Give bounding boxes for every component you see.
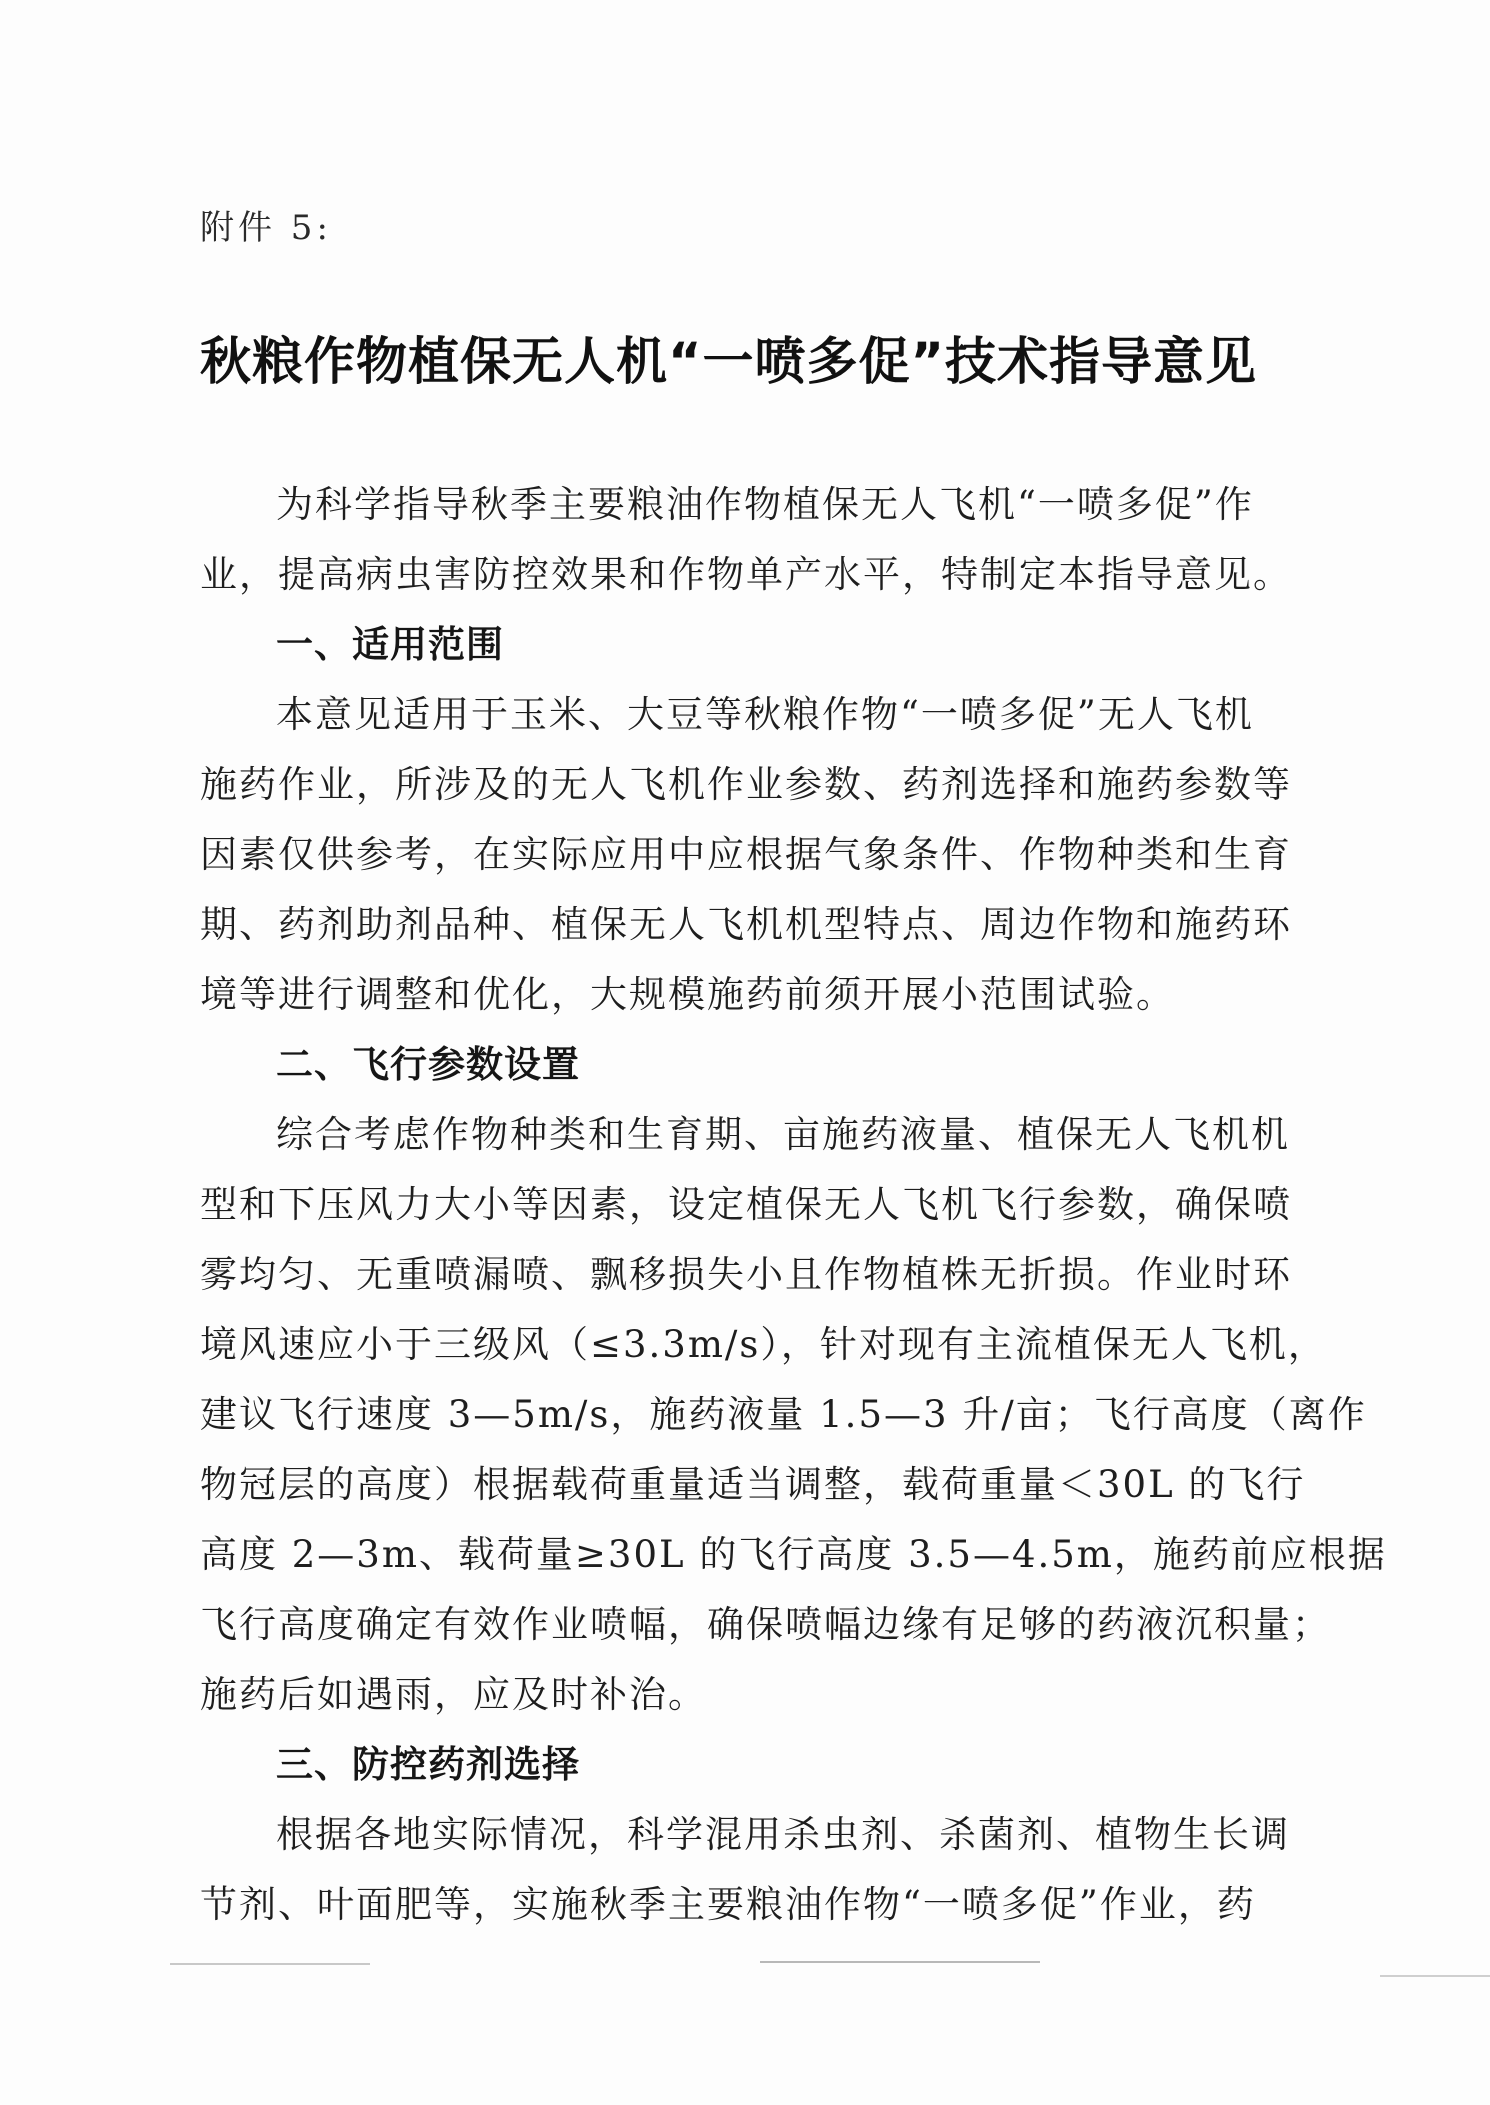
text-line: 施药作业，所涉及的无人飞机作业参数、药剂选择和施药参数等	[200, 763, 1292, 806]
scan-artifact-line	[760, 1961, 1040, 1963]
document-title: 秋粮作物植保无人机“一喷多促”技术指导意见	[200, 333, 1258, 392]
section-heading-pesticide: 三、防控药剂选择	[276, 1743, 580, 1786]
document-body	[200, 470, 1387, 1940]
text-line: 物冠层的高度）根据载荷重量适当调整，载荷重量＜30L 的飞行	[200, 1463, 1306, 1506]
section-paragraph-flight-params	[200, 1100, 1387, 1730]
section-paragraph-pesticide	[200, 1800, 1310, 1940]
text-line: 施药后如遇雨，应及时补治。	[200, 1673, 707, 1716]
scan-artifact-line	[1380, 1975, 1490, 1977]
text-line: 境等进行调整和优化，大规模施药前须开展小范围试验。	[200, 973, 1175, 1016]
text-line: 型和下压风力大小等因素，设定植保无人飞机飞行参数，确保喷	[200, 1183, 1292, 1226]
text-line: 雾均匀、无重喷漏喷、飘移损失小且作物植株无折损。作业时环	[200, 1253, 1292, 1296]
text-line: 业，提高病虫害防控效果和作物单产水平，特制定本指导意见。	[200, 553, 1292, 596]
section-heading-flight-params: 二、飞行参数设置	[276, 1043, 580, 1086]
text-line: 高度 2—3m、载荷量≥30L 的飞行高度 3.5—4.5m，施药前应根据	[200, 1533, 1387, 1576]
text-line: 期、药剂助剂品种、植保无人飞机机型特点、周边作物和施药环	[200, 903, 1292, 946]
text-line: 飞行高度确定有效作业喷幅，确保喷幅边缘有足够的药液沉积量；	[200, 1603, 1331, 1646]
section-heading-scope: 一、适用范围	[276, 623, 504, 666]
section-paragraph-scope	[200, 680, 1310, 1030]
text-line: 为科学指导秋季主要粮油作物植保无人飞机“一喷多促”作	[276, 483, 1254, 526]
text-line: 综合考虑作物种类和生育期、亩施药液量、植保无人飞机机	[276, 1113, 1290, 1156]
attachment-label: 附件 5:	[200, 208, 332, 248]
text-line: 建议飞行速度 3—5m/s，施药液量 1.5—3 升/亩；飞行高度（离作	[200, 1393, 1367, 1436]
text-line: 本意见适用于玉米、大豆等秋粮作物“一喷多促”无人飞机	[276, 693, 1254, 736]
text-line: 因素仅供参考，在实际应用中应根据气象条件、作物种类和生育	[200, 833, 1292, 876]
text-line: 节剂、叶面肥等，实施秋季主要粮油作物“一喷多促”作业，药	[200, 1883, 1256, 1926]
text-line: 根据各地实际情况，科学混用杀虫剂、杀菌剂、植物生长调	[276, 1813, 1290, 1856]
scan-artifact-line	[170, 1963, 370, 1965]
text-line: 境风速应小于三级风（≤3.3m/s），针对现有主流植保无人飞机，	[200, 1323, 1327, 1366]
intro-paragraph	[200, 470, 1310, 610]
